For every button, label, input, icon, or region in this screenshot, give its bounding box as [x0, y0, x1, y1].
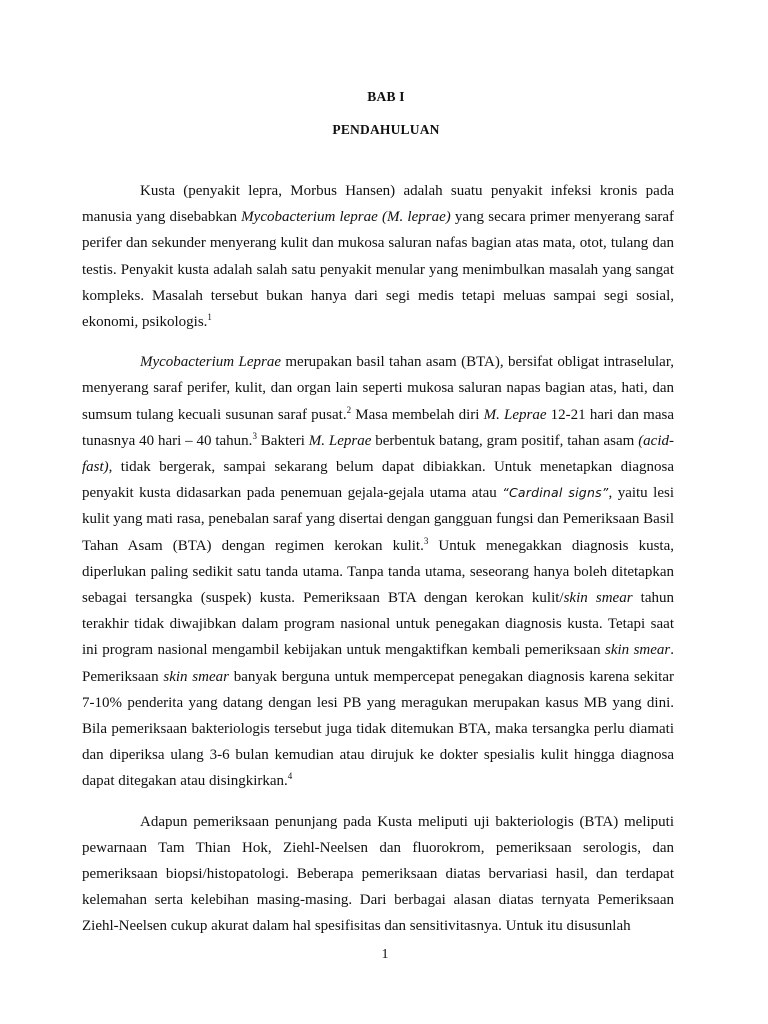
body-text [82, 178, 674, 940]
paragraph-2: Mycobacterium Leprae merupakan basil tahan asam (BTA), bersifat obligat intraselular, menyerang saraf perifer, kulit, dan organ lain seperti mukosa saluran napas bagian atas, hati, dan sumsum tulang kecuali susunan saraf pusat.$^2$ Masa membelah diri M. Leprae 12-21 hari dan masa tunasnya 40 hari – 40 tahun.$^3$ Bakteri M. Leprae berbentuk batang, gram positif, tahan asam (acid-fast), tidak bergerak, sampai sekarang belum dapat dibiakkan. Untuk menetapkan diagnosa penyakit kusta didasarkan pada penemuan gejala-gejala utama atau “Cardinal signs”, yaitu lesi kulit yang mati rasa, penebalan saraf yang disertai dengan gangguan fungsi dan Pemeriksaan Basil Tahan Asam (BTA) dengan regimen kerokan kulit.$^3$ Untuk menegakkan diagnosis kusta, diperlukan paling sedikit satu tanda utama. Tanpa tanda utama, seseorang hanya boleh ditetapkan sebagai tersangka (suspek) kusta. Pemeriksaan BTA dengan kerokan kulit/skin smear tahun terakhir tidak diwajibkan dalam program nasional untuk penegakan diagnosis kusta. Tetapi saat ini program nasional mengambil kebijakan untuk mengaktifkan kembali pemeriksaan skin smear. Pemeriksaan skin smear banyak berguna untuk mempercepat penegakan diagnosis karena sekitar 7-10% penderita yang datang dengan lesi PB yang meragukan merupakan kasus MB yang dini. Bila pemeriksaan bakteriologis tersebut juga tidak ditemukan BTA, maka tersangka perlu diamati dan diperiksa ulang 3-6 bulan kemudian atau dirujuk ke dokter spesialis kulit hingga diagnosa dapat ditegakan atau disingkirkan.$^4$ [82, 354, 675, 790]
paragraph-3: Adapun pemeriksaan penunjang pada Kusta meliputi uji bakteriologis (BTA) meliputi pewarnaan Tam Thian Hok, Ziehl-Neelsen dan fluorokrom, pemeriksaan serologis, dan pemeriksaan biopsi/histopatologi. Beberapa pemeriksaan diatas bervariasi hasil, dan terdapat kelemahan serta kelebihan masing-masing. Dari berbagai alasan diatas ternyata Pemeriksaan Ziehl-Neelsen cukup akurat dalam hal spesifisitas dan sensitivitasnya. Untuk itu disusunlah [82, 813, 674, 935]
footnote-ref-4: 4 [287, 771, 293, 782]
footnote-ref-2: 2 [346, 404, 352, 415]
footnote-ref-3b: 3 [423, 535, 429, 546]
cardinal-signs-term: “Cardinal signs” [502, 485, 609, 501]
page-number: 1 [381, 947, 389, 962]
footnote-ref-3: 3 [252, 430, 257, 441]
chapter-title: PENDAHULUAN [332, 122, 440, 137]
paragraph-1: Kusta (penyakit lepra, Morbus Hansen) adalah suatu penyakit infeksi kronis pada manusia yang disebabkan Mycobacterium leprae (M. leprae) yang secara primer menyerang saraf perifer dan sekunder menyerang kulit dan mukosa saluran nafas bagian atas mata, otot, tulang dan testis. Penyakit kusta adalah salah satu penyakit menular yang menimbulkan masalah yang sangat kompleks. Masalah tersebut bukan hanya dari segi medis tetapi meluas sampai segi sosial, ekonomi, psikologis.$^1$ [82, 183, 674, 331]
footnote-ref-1: 1 [207, 312, 212, 323]
chapter-heading: BAB I [367, 89, 405, 104]
